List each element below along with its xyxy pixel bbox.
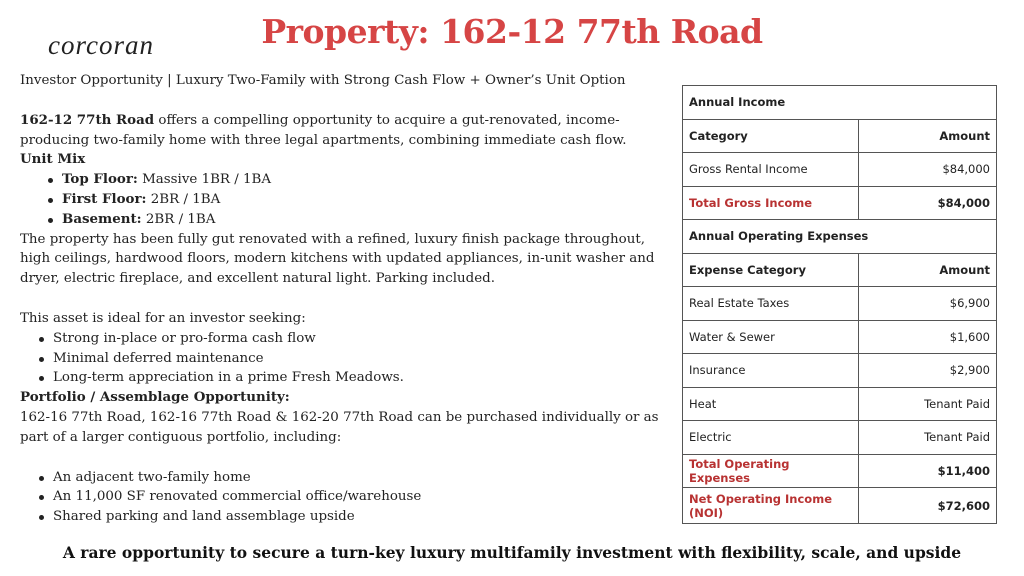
- column-header: Category: [683, 119, 859, 153]
- row-label: Water & Sewer: [683, 320, 859, 354]
- noi-label: Net Operating Income (NOI): [683, 488, 859, 524]
- table-row: [683, 454, 997, 488]
- total-value: $11,400: [859, 454, 997, 488]
- row-value: $6,900: [859, 287, 997, 321]
- column-header: Amount: [859, 253, 997, 287]
- investor-list: [20, 329, 660, 388]
- portfolio-paragraph: 162-16 77th Road, 162-16 77th Road & 162-20 77th Road can be purchased individually or as part of a larger contiguous portfolio, including:: [20, 409, 659, 445]
- noi-value: $72,600: [859, 488, 997, 524]
- column-header: Amount: [859, 119, 997, 153]
- intro-paragraph: [20, 111, 660, 151]
- table-row: [683, 354, 997, 388]
- income-section-title: Annual Income: [683, 86, 997, 120]
- table-row: [683, 220, 997, 254]
- list-item: Shared parking and land assemblage upside: [44, 507, 660, 527]
- financials-table: [682, 85, 997, 524]
- list-item: [53, 170, 660, 190]
- list-item: An 11,000 SF renovated commercial office/warehouse: [44, 487, 660, 507]
- row-value: Tenant Paid: [859, 421, 997, 455]
- unit-label: Top Floor:: [62, 171, 138, 188]
- unit-label: First Floor:: [62, 190, 147, 207]
- intro-text: offers a compelling opportunity to acquire a gut-renovated, income-producing two-family home with three legal apartments, combining immediate cash flow.: [20, 112, 627, 148]
- row-value: $1,600: [859, 320, 997, 354]
- list-item: [53, 210, 660, 230]
- row-value: $84,000: [859, 153, 997, 187]
- table-row: [683, 153, 997, 187]
- table-row: [683, 287, 997, 321]
- financials-table-wrap: [682, 85, 997, 524]
- list-item: [53, 190, 660, 210]
- list-item: Strong in-place or pro-forma cash flow: [44, 329, 660, 349]
- total-value: $84,000: [859, 186, 997, 220]
- row-label: Insurance: [683, 354, 859, 388]
- unit-value: 2BR / 1BA: [146, 191, 221, 207]
- renovation-paragraph: The property has been fully gut renovated with a refined, luxury finish package throughout, high ceilings, hardwood floors, modern kitchens with updated appliances, in-unit washer and dryer, electric fireplace, and excellent natural light. Parking included.: [20, 231, 655, 287]
- row-label: Real Estate Taxes: [683, 287, 859, 321]
- table-row: [683, 119, 997, 153]
- unit-label: Basement:: [62, 210, 142, 227]
- corcoran-logo: corcoran: [48, 30, 154, 60]
- page-title-text: Property: 162-12 77th Road: [261, 12, 763, 51]
- total-label: Total Operating Expenses: [683, 454, 859, 488]
- page-title: [0, 12, 1024, 51]
- table-row: [683, 186, 997, 220]
- unit-mix-list: [20, 170, 660, 229]
- expense-section-title: Annual Operating Expenses: [683, 220, 997, 254]
- table-row: [683, 86, 997, 120]
- footer-tagline: A rare opportunity to secure a turn-key luxury multifamily investment with flexibility, scale, and upside: [62, 543, 962, 562]
- row-value: Tenant Paid: [859, 387, 997, 421]
- total-label: Total Gross Income: [683, 186, 859, 220]
- spacer: [20, 289, 660, 309]
- investor-intro: This asset is ideal for an investor seeking:: [20, 310, 306, 326]
- table-row: [683, 320, 997, 354]
- portfolio-heading: Portfolio / Assemblage Opportunity:: [20, 389, 290, 406]
- row-value: $2,900: [859, 354, 997, 388]
- row-label: Gross Rental Income: [683, 153, 859, 187]
- list-item: Minimal deferred maintenance: [44, 349, 660, 369]
- table-row: [683, 421, 997, 455]
- unit-mix-heading: Unit Mix: [20, 151, 86, 168]
- unit-value: Massive 1BR / 1BA: [137, 172, 272, 188]
- intro-address: 162-12 77th Road: [20, 111, 155, 128]
- portfolio-list: [20, 468, 660, 527]
- list-item: Long-term appreciation in a prime Fresh Meadows.: [44, 368, 660, 388]
- column-header: Expense Category: [683, 253, 859, 287]
- table-row: [683, 387, 997, 421]
- row-label: Electric: [683, 421, 859, 455]
- row-label: Heat: [683, 387, 859, 421]
- table-row: [683, 253, 997, 287]
- unit-value: 2BR / 1BA: [141, 211, 216, 227]
- list-item: An adjacent two-family home: [44, 468, 660, 488]
- description-column: [20, 71, 660, 527]
- table-row: [683, 488, 997, 524]
- spacer: [20, 448, 660, 468]
- subtitle: Investor Opportunity | Luxury Two-Family with Strong Cash Flow + Owner’s Unit Option: [20, 73, 626, 88]
- spacer: [20, 91, 660, 111]
